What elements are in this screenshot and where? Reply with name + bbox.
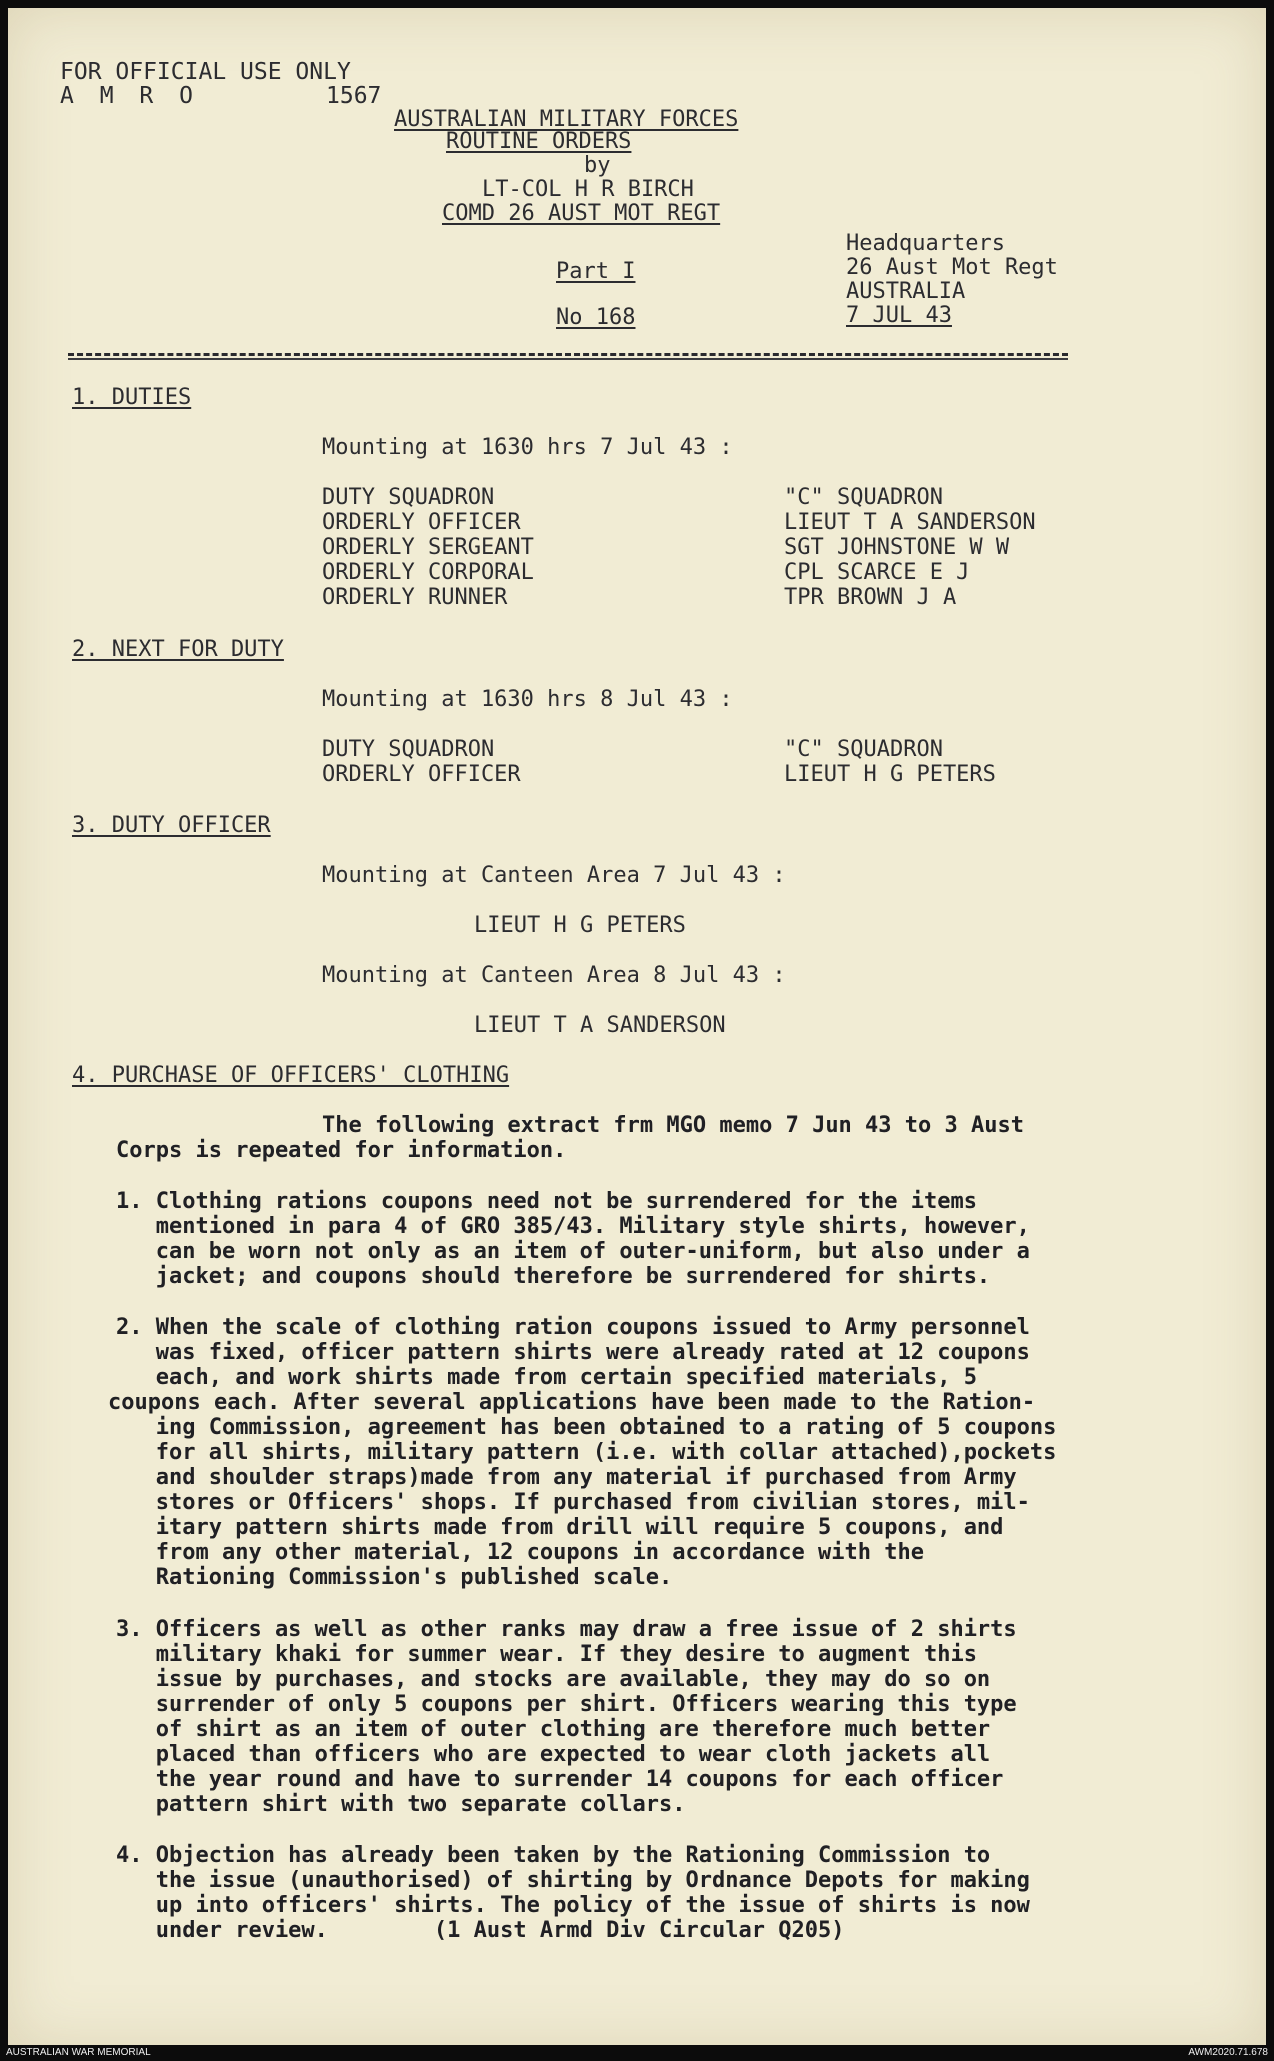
clothing-para-1-line: mentioned in para 4 of GRO 385/43. Military style shirts, however, <box>116 1214 1030 1239</box>
address-line-1: Headquarters <box>846 231 1005 256</box>
clothing-para-2-line: from any other material, 12 coupons in accordance with the <box>116 1540 924 1565</box>
clothing-para-1-line: jacket; and coupons should therefore be surrendered for shirts. <box>116 1264 991 1289</box>
duty-officer-name-1: LIEUT H G PETERS <box>474 913 686 938</box>
clothing-para-3-line: 3. Officers as well as other ranks may draw a free issue of 2 shirts <box>116 1617 1017 1642</box>
title-line-4: LT-COL H R BIRCH <box>482 177 694 202</box>
next-for-duty-heading: 2. NEXT FOR DUTY <box>72 637 284 662</box>
clothing-para-4-line: up into officers' shirts. The policy of the issue of shirts is now <box>116 1893 1030 1918</box>
clothing-para-2-line: each, and work shirts made from certain specified materials, 5 <box>116 1365 977 1390</box>
duty-officer-heading: 3. DUTY OFFICER <box>72 813 271 838</box>
clothing-para-2-line: and shoulder straps)made from any material if purchased from Army <box>116 1465 1017 1490</box>
clothing-para-2-line: Rationing Commission's published scale. <box>116 1565 673 1590</box>
document-page <box>8 8 1266 2048</box>
next-duty-role: DUTY SQUADRON <box>322 737 495 762</box>
clothing-para-2-line: itary pattern shirts made from drill will require 5 coupons, and <box>116 1515 1004 1540</box>
order-number: No 168 <box>556 305 636 330</box>
duties-heading: 1. DUTIES <box>72 385 192 410</box>
clothing-para-3-line: of shirt as an item of outer clothing are therefore much better <box>116 1717 991 1742</box>
duty-officer-name-2: LIEUT T A SANDERSON <box>474 1013 726 1038</box>
classification-label: FOR OFFICIAL USE ONLY <box>60 59 351 85</box>
next-for-duty-mounting: Mounting at 1630 hrs 8 Jul 43 : <box>322 687 733 712</box>
next-duty-name: "C" SQUADRON <box>784 737 943 762</box>
clothing-para-3-line: surrender of only 5 coupons per shirt. Officers wearing this type <box>116 1692 1017 1717</box>
duty-name: SGT JOHNSTONE W W <box>784 535 1010 560</box>
clothing-intro-line-2: Corps is repeated for information. <box>116 1138 567 1163</box>
header-divider <box>68 353 1068 356</box>
clothing-para-2-line: was fixed, officer pattern shirts were already rated at 12 coupons <box>116 1340 1030 1365</box>
part-label: Part I <box>556 259 636 284</box>
clothing-para-2-line: coupons each. After several applications have been made to the Ration- <box>108 1390 1036 1415</box>
clothing-para-3-line: the year round and have to surrender 14 coupons for each officer <box>116 1767 1004 1792</box>
next-duty-role: ORDERLY OFFICER <box>322 762 521 787</box>
duty-role: ORDERLY OFFICER <box>322 510 521 535</box>
duty-role: DUTY SQUADRON <box>322 485 495 510</box>
clothing-para-1-line: can be worn not only as an item of outer-uniform, but also under a <box>116 1239 1030 1264</box>
clothing-para-3-line: placed than officers who are expected to wear cloth jackets all <box>116 1742 991 1767</box>
duty-officer-mounting-2: Mounting at Canteen Area 8 Jul 43 : <box>322 963 786 988</box>
next-duty-name: LIEUT H G PETERS <box>784 762 996 787</box>
duty-role: ORDERLY RUNNER <box>322 585 508 610</box>
clothing-para-2-line: for all shirts, military pattern (i.e. with collar attached),pockets <box>116 1440 1057 1465</box>
duty-name: "C" SQUADRON <box>784 485 943 510</box>
address-line-2: 26 Aust Mot Regt <box>846 255 1058 280</box>
duty-name: LIEUT T A SANDERSON <box>784 510 1036 535</box>
clothing-para-4-line: 4. Objection has already been taken by the Rationing Commission to <box>116 1843 991 1868</box>
title-line-1: AUSTRALIAN MILITARY FORCES <box>394 107 739 132</box>
clothing-para-2-line: ing Commission, agreement has been obtained to a rating of 5 coupons <box>116 1415 1057 1440</box>
address-line-4: 7 JUL 43 <box>846 303 952 328</box>
clothing-para-2-line: 2. When the scale of clothing ration coupons issued to Army personnel <box>116 1315 1030 1340</box>
title-line-2: ROUTINE ORDERS <box>446 129 632 154</box>
header-divider-under <box>68 358 1068 360</box>
duty-name: CPL SCARCE E J <box>784 560 970 585</box>
duty-role: ORDERLY CORPORAL <box>322 560 534 585</box>
duty-name: TPR BROWN J A <box>784 585 957 610</box>
clothing-heading: 4. PURCHASE OF OFFICERS' CLOTHING <box>72 1063 510 1088</box>
clothing-para-3-line: military khaki for summer wear. If they desire to augment this <box>116 1642 977 1667</box>
clothing-para-4-line: under review. (1 Aust Armd Div Circular Q205) <box>116 1918 845 1943</box>
clothing-para-3-line: pattern shirt with two separate collars. <box>116 1792 686 1817</box>
address-line-3: AUSTRALIA <box>846 279 966 304</box>
reference-label: A M R O <box>60 83 199 109</box>
reference-number: 1567 <box>326 83 382 109</box>
duties-mounting: Mounting at 1630 hrs 7 Jul 43 : <box>322 435 733 460</box>
footer-institution: AUSTRALIAN WAR MEMORIAL <box>6 2047 151 2058</box>
footer-accession-number: AWM2020.71.678 <box>1188 2047 1268 2058</box>
archive-footer <box>0 2045 1274 2061</box>
clothing-intro-line-1: The following extract frm MGO memo 7 Jun 43 to 3 Aust <box>322 1113 1024 1138</box>
duty-role: ORDERLY SERGEANT <box>322 535 534 560</box>
title-line-3: by <box>584 153 611 178</box>
duty-officer-mounting-1: Mounting at Canteen Area 7 Jul 43 : <box>322 863 786 888</box>
clothing-para-3-line: issue by purchases, and stocks are available, they may do so on <box>116 1667 991 1692</box>
title-line-5: COMD 26 AUST MOT REGT <box>442 201 721 226</box>
clothing-para-4-line: the issue (unauthorised) of shirting by Ordnance Depots for making <box>116 1868 1030 1893</box>
clothing-para-2-line: stores or Officers' shops. If purchased from civilian stores, mil- <box>116 1490 1030 1515</box>
clothing-para-1-line: 1. Clothing rations coupons need not be surrendered for the items <box>116 1189 977 1214</box>
